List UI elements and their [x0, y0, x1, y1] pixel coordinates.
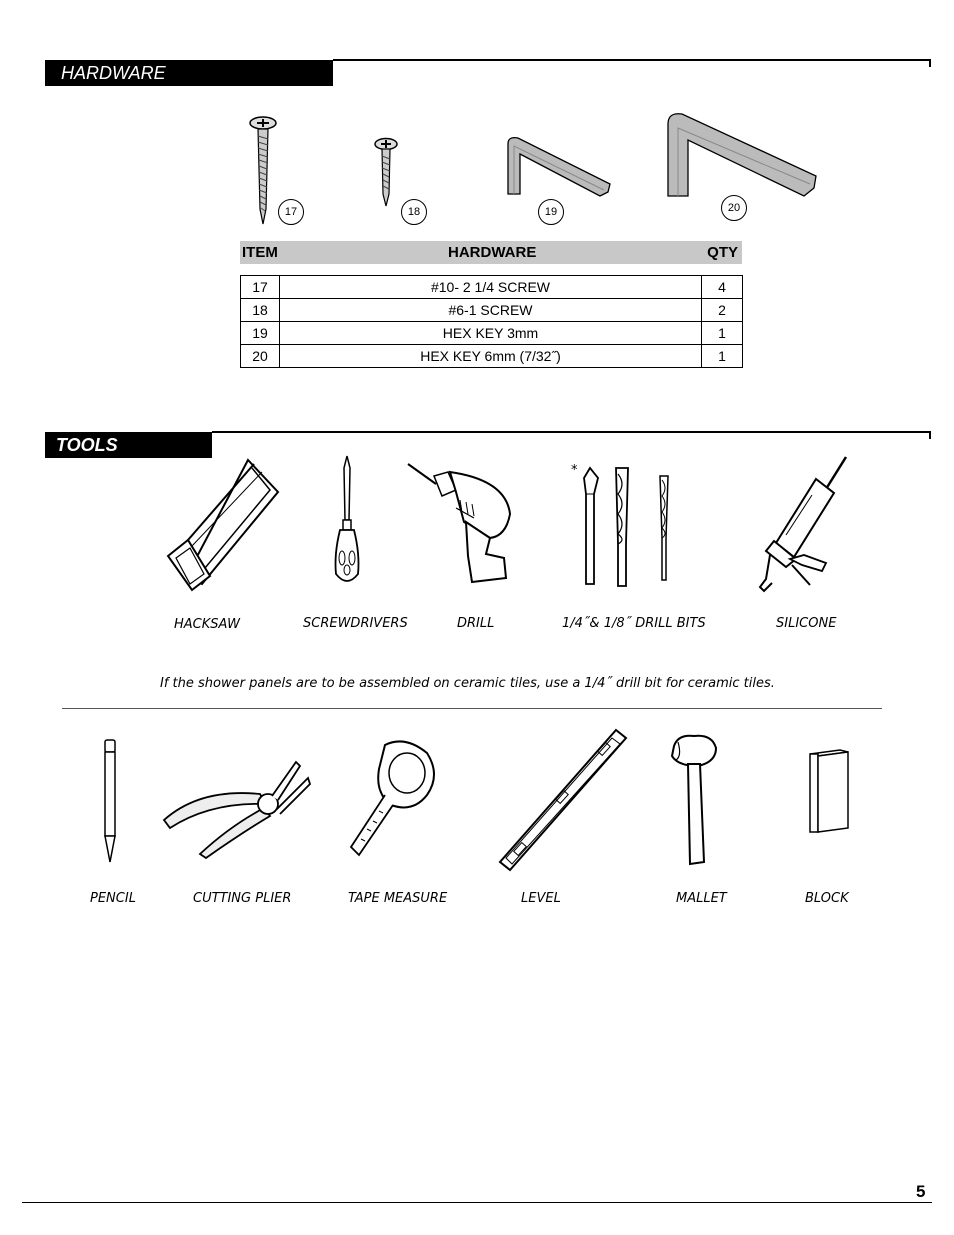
drill-icon — [406, 460, 516, 584]
tool-label-silicone: SILICONE — [776, 616, 837, 631]
hardware-cell: HEX KEY 3mm — [280, 322, 702, 345]
table-row — [241, 345, 743, 368]
callout-20: 20 — [721, 195, 747, 221]
tool-label-screwdrivers: SCREWDRIVERS — [303, 616, 408, 631]
ceramic-tile-note: If the shower panels are to be assembled on ceramic tiles, use a 1/4˝ drill bit for ceramic tiles. — [160, 676, 775, 691]
hex-key-6mm-illustration — [664, 110, 822, 202]
tool-label-drill-bits: 1/4˝& 1/8˝ DRILL BITS — [562, 616, 706, 631]
hardware-section-rule-tick — [929, 59, 931, 67]
header-qty: QTY — [707, 244, 738, 261]
tool-label-drill: DRILL — [457, 616, 495, 631]
screwdriver-icon — [330, 454, 364, 586]
header-hardware: HARDWARE — [448, 244, 537, 261]
screw-18-illustration — [372, 136, 400, 208]
silicone-gun-icon — [756, 455, 852, 595]
hardware-cell: #10- 2 1/4 SCREW — [280, 276, 702, 299]
tool-label-level: LEVEL — [521, 891, 561, 906]
qty-cell: 4 — [702, 276, 743, 299]
asterisk-marker: * — [571, 463, 578, 478]
hex-key-3mm-illustration — [504, 134, 616, 200]
tool-label-pencil: PENCIL — [90, 891, 136, 906]
item-cell: 19 — [241, 322, 280, 345]
screw-17-illustration — [246, 114, 280, 226]
callout-18: 18 — [401, 199, 427, 225]
hardware-cell: #6-1 SCREW — [280, 299, 702, 322]
callout-17: 17 — [278, 199, 304, 225]
tool-label-mallet: MALLET — [676, 891, 727, 906]
callout-19: 19 — [538, 199, 564, 225]
item-cell: 20 — [241, 345, 280, 368]
tools-section-rule-tick — [929, 431, 931, 439]
hardware-table — [240, 275, 743, 368]
level-icon — [498, 728, 628, 872]
page-number: 5 — [916, 1182, 926, 1201]
table-row — [241, 299, 743, 322]
hacksaw-icon — [162, 456, 284, 594]
table-row — [241, 322, 743, 345]
item-cell: 18 — [241, 299, 280, 322]
tool-label-block: BLOCK — [805, 891, 849, 906]
qty-cell: 1 — [702, 322, 743, 345]
hardware-section-title: HARDWARE — [45, 60, 333, 86]
tools-section-title: TOOLS — [45, 432, 212, 458]
qty-cell: 2 — [702, 299, 743, 322]
tool-label-cutting-plier: CUTTING PLIER — [193, 891, 292, 906]
tools-section-rule — [212, 431, 931, 433]
block-icon — [806, 748, 852, 834]
tape-measure-icon — [345, 735, 441, 859]
hardware-cell: HEX KEY 6mm (7/32˝) — [280, 345, 702, 368]
cutting-plier-icon — [160, 758, 312, 860]
footer-rule — [22, 1202, 932, 1203]
drill-bits-icon — [576, 464, 674, 590]
hardware-section-rule — [333, 59, 931, 61]
tool-label-tape-measure: TAPE MEASURE — [348, 891, 448, 906]
pencil-icon — [100, 738, 120, 864]
qty-cell: 1 — [702, 345, 743, 368]
item-cell: 17 — [241, 276, 280, 299]
mallet-icon — [668, 732, 720, 868]
tools-divider — [62, 708, 882, 709]
table-row — [241, 276, 743, 299]
tool-label-hacksaw: HACKSAW — [174, 617, 241, 632]
hardware-table-header — [240, 241, 742, 264]
header-item: ITEM — [242, 244, 278, 261]
